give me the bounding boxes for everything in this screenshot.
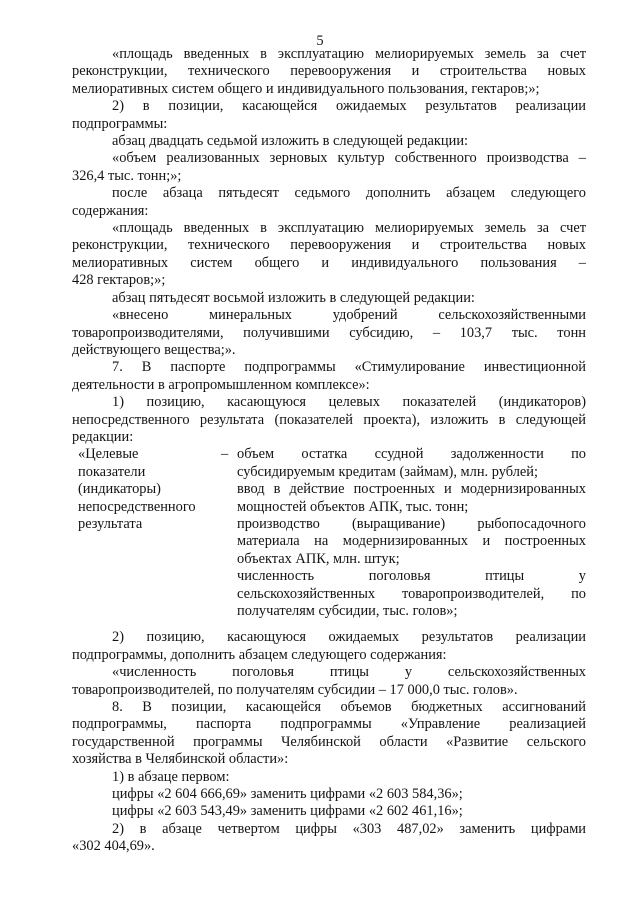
indicator-item-line: сельскохозяйственных товаропроизводителей, по bbox=[237, 585, 586, 602]
indicators-table bbox=[72, 446, 586, 629]
text-line: подпрограммы: bbox=[72, 115, 168, 132]
indicator-item-line: получателям субсидии, тыс. голов»; bbox=[237, 603, 458, 619]
indicator-item bbox=[237, 516, 586, 568]
indicator-item bbox=[237, 446, 586, 481]
text-line: действующего вещества;». bbox=[72, 341, 236, 358]
text-line: 1) позицию, касающуюся целевых показателей (индикаторов) bbox=[112, 394, 586, 411]
indicator-item-line: объем остатка ссудной задолженности по bbox=[237, 446, 586, 463]
paragraph bbox=[72, 307, 586, 359]
text-line: непосредственного результата (показателей проекта), изложить в следующей bbox=[72, 411, 586, 428]
indicator-item bbox=[237, 568, 586, 620]
text-line: товаропроизводителями, получившими субсидию, – 103,7 тыс. тонн bbox=[72, 324, 586, 341]
text-line: «объем реализованных зерновых культур собственного производства – bbox=[112, 150, 586, 167]
paragraph bbox=[72, 133, 586, 150]
indicator-label-line: «Целевые bbox=[78, 446, 139, 463]
paragraphs-after-table bbox=[72, 629, 586, 855]
indicator-item bbox=[237, 481, 586, 516]
paragraph bbox=[72, 220, 586, 290]
text-line: мелиоративных систем общего и индивидуального пользования – bbox=[72, 254, 586, 271]
text-line: после абзаца пятьдесят седьмого дополнить абзацем следующего bbox=[112, 185, 586, 202]
paragraph bbox=[72, 821, 586, 856]
paragraph bbox=[72, 359, 586, 394]
text-line: «302 404,69». bbox=[72, 838, 155, 855]
indicator-item-line: субсидируемым кредитам (займам), млн. рублей; bbox=[237, 463, 538, 480]
indicator-label-line: результата bbox=[78, 515, 143, 532]
text-line: «численность поголовья птицы у сельскохозяйственных bbox=[112, 664, 586, 681]
indicator-item-line: материала на модернизированных и построенных bbox=[237, 533, 586, 550]
indicator-item-line: численность поголовья птицы у bbox=[237, 568, 586, 585]
indicator-item-line: объектах АПК, млн. штук; bbox=[237, 550, 400, 567]
paragraph bbox=[72, 290, 586, 307]
text-line: подпрограммы, паспорта подпрограммы «Управление реализацией bbox=[72, 716, 586, 733]
text-line: 2) в позиции, касающейся ожидаемых результатов реализации bbox=[112, 98, 586, 115]
text-line: 8. В позиции, касающейся объемов бюджетных ассигнований bbox=[112, 698, 586, 715]
paragraph bbox=[72, 185, 586, 220]
text-line: «площадь введенных в эксплуатацию мелиорируемых земель за счет bbox=[112, 220, 586, 237]
text-line: абзац пятьдесят восьмой изложить в следующей редакции: bbox=[112, 289, 475, 306]
text-line: 2) позицию, касающуюся ожидаемых результатов реализации bbox=[112, 629, 586, 646]
document-body bbox=[72, 46, 586, 856]
indicators-label-column bbox=[78, 446, 218, 533]
text-line: 7. В паспорте подпрограммы «Стимулирование инвестиционной bbox=[112, 359, 586, 376]
text-line: абзац двадцать седьмой изложить в следующей редакции: bbox=[112, 133, 469, 150]
text-line: цифры «2 603 543,49» заменить цифрами «2 602 461,16»; bbox=[112, 803, 463, 820]
paragraph bbox=[72, 46, 586, 98]
text-line: товаропроизводителей, по получателям субсидии – 17 000,0 тыс. голов». bbox=[72, 681, 518, 698]
text-line: цифры «2 604 666,69» заменить цифрами «2 603 584,36»; bbox=[112, 786, 463, 802]
paragraph bbox=[72, 769, 586, 786]
paragraph bbox=[72, 150, 586, 185]
text-line: реконструкции, технического перевооружения и строительства новых bbox=[72, 63, 586, 80]
paragraph bbox=[72, 664, 586, 699]
paragraph bbox=[72, 803, 586, 820]
text-line: подпрограммы, дополнить абзацем следующего содержания: bbox=[72, 646, 447, 663]
text-line: реконструкции, технического перевооружения и строительства новых bbox=[72, 237, 586, 254]
text-line: деятельности в агропромышленном комплексе»: bbox=[72, 376, 370, 393]
paragraph bbox=[72, 394, 586, 446]
text-line: «внесено минеральных удобрений сельскохозяйственными bbox=[112, 307, 586, 324]
text-line: содержания: bbox=[72, 202, 149, 219]
indicator-item-line: ввод в действие построенных и модернизированных bbox=[237, 481, 586, 498]
text-line: хозяйства в Челябинской области»: bbox=[72, 751, 289, 768]
indicators-list bbox=[237, 446, 586, 620]
text-line: 2) в абзаце четвертом цифры «303 487,02» заменить цифрами bbox=[112, 820, 586, 837]
text-line: «площадь введенных в эксплуатацию мелиорируемых земель за счет bbox=[112, 46, 586, 62]
indicator-label-line: непосредственного bbox=[78, 498, 196, 515]
paragraphs-before-table bbox=[72, 46, 586, 446]
paragraph bbox=[72, 98, 586, 133]
text-line: 428 гектаров;»; bbox=[72, 272, 166, 289]
paragraph bbox=[72, 786, 586, 803]
text-line: государственной программы Челябинской области «Развитие сельского bbox=[72, 733, 586, 750]
paragraph bbox=[72, 699, 586, 769]
indicator-item-line: мощностей объектов АПК, тыс. тонн; bbox=[237, 498, 469, 515]
text-line: редакции: bbox=[72, 428, 134, 445]
indicator-label-line: (индикаторы) bbox=[78, 481, 161, 498]
text-line: мелиоративных систем общего и индивидуального пользования, гектаров;»; bbox=[72, 80, 540, 97]
page-number: 5 bbox=[316, 33, 324, 49]
paragraph bbox=[72, 629, 586, 664]
indicator-label-line: показатели bbox=[78, 463, 146, 480]
text-line: 1) в абзаце первом: bbox=[112, 768, 230, 785]
text-line: 326,4 тыс. тонн;»; bbox=[72, 167, 182, 184]
table-dash: – bbox=[221, 446, 229, 463]
indicator-item-line: производство (выращивание) рыбопосадочного bbox=[237, 515, 586, 532]
